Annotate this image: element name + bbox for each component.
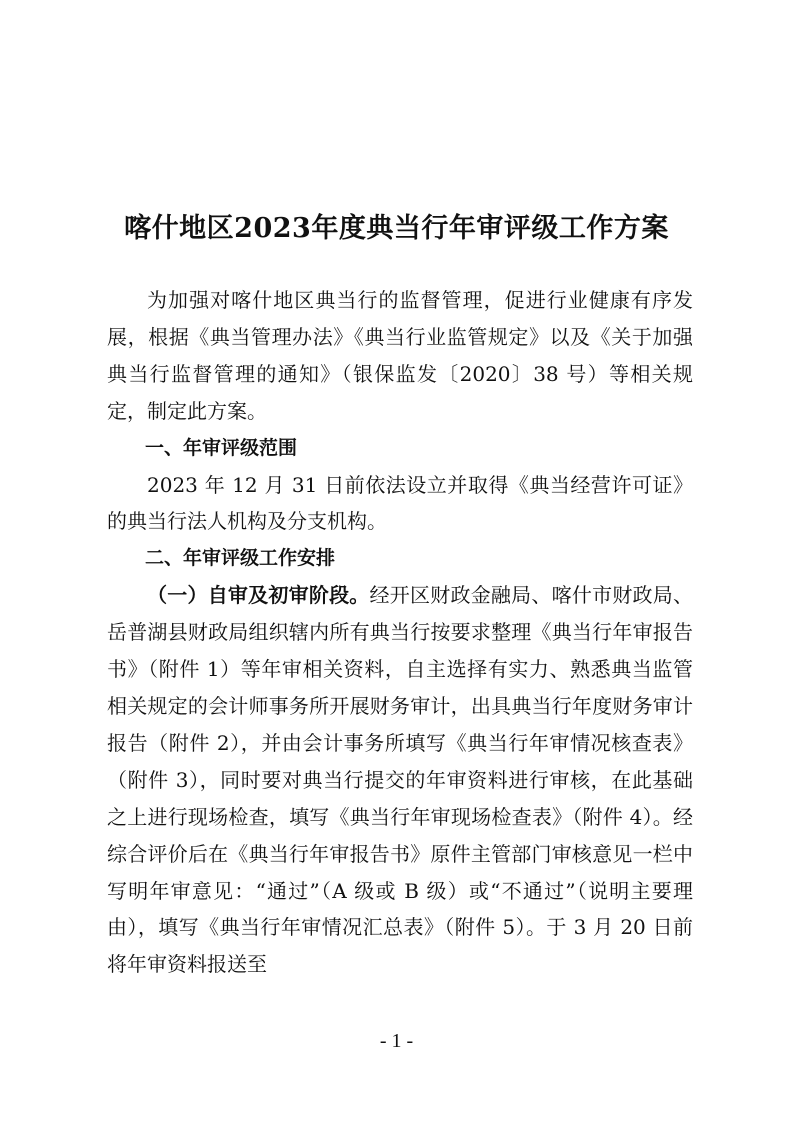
intro-paragraph: 为加强对喀什地区典当行的监督管理，促进行业健康有序发展，根据《典当管理办法》《典当行业监管规定》以及《关于加强典当行监督管理的通知》（银保监发〔2020〕38 号）等相关规定，制定此方案。 [107,288,693,423]
document-title: 喀什地区2023年度典当行年审评级工作方案 [124,213,669,244]
stage1-text: 经开区财政金融局、喀什市财政局、岳普湖县财政局组织辖内所有典当行按要求整理《典当行年审报告书》（附件 1）等年审相关资料，自主选择有实力、熟悉典当监管相关规定的会计师事务所开展财务审计，出具典当行年度财务审计报告（附件 2），并由会计事务所填写《典当行年审情况核查表》（附件 3），同时要对典当行提交的年审资料进行审核，在此基础之上进行现场检查，填写《典当行年审现场检查表》（附件 4）。经综合评价后在《典当行年审报告书》原件主管部门审核意见一栏中写明年审意见：“通过”（A 级或 B 级）或“不通过”（说明主要理由），填写《典当行年审情况汇总表》（附件 5）。于 3 月 20 日前将年审资料报送至 [107,583,694,977]
stage1-paragraph [107,577,693,983]
section-heading-arrangement: 二、年审评级工作安排 [145,547,336,570]
scope-paragraph: 2023 年 12 月 31 日前依法设立并取得《典当经营许可证》的典当行法人机构及分支机构。 [107,472,693,534]
stage1-lead: （一）自审及初审阶段。 [147,583,370,608]
document-body [107,282,693,983]
section-heading-scope: 一、年审评级范围 [145,436,298,459]
page-number: - 1 - [379,1030,414,1052]
